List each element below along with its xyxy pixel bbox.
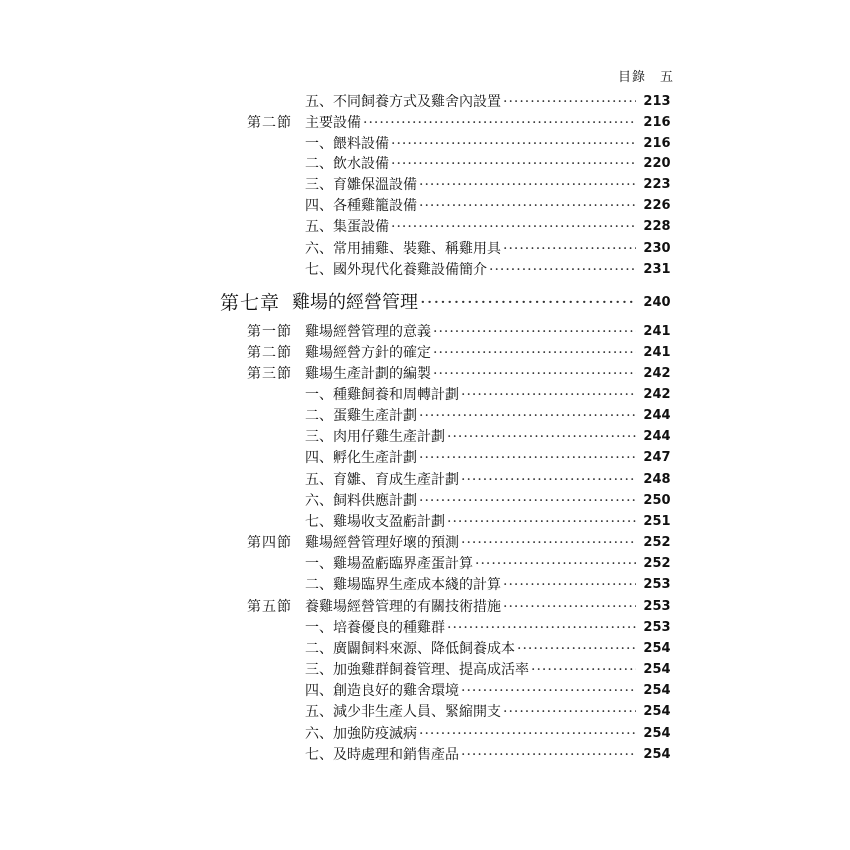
dot-leader [461,469,636,491]
dot-leader [433,321,636,343]
dot-leader [531,659,636,681]
toc-entry [305,133,638,155]
toc-item-row [0,490,850,512]
dot-leader [475,553,636,575]
toc-page-number: 254 [643,683,671,698]
toc-entry-title: 二、蛋雞生產計劃 [305,408,417,424]
toc-item-row [0,195,850,217]
dot-leader [461,384,636,406]
dot-leader [419,447,636,469]
toc-entry-title: 二、廣闢飼料來源、降低飼養成本 [305,641,515,657]
toc-entry-title: 六、加強防疫滅病 [305,726,417,742]
toc-entry-title: 五、減少非生產人員、緊縮開支 [305,704,501,720]
toc-entry [305,447,638,469]
toc-page-number: 254 [643,704,671,719]
dot-leader [419,174,636,196]
toc-item-row [0,405,850,427]
toc-item-row [0,91,850,113]
chapter-number: 第七章 [220,292,281,314]
toc-entry [305,426,638,448]
section-number: 第二節 [247,115,292,131]
toc-item-row [0,659,850,681]
toc-page-number: 252 [643,556,671,571]
toc-page-number: 248 [643,472,671,487]
toc-page-number: 241 [643,345,671,360]
toc-entry-title: 四、各種雞籠設備 [305,198,417,214]
dot-leader [391,216,636,238]
toc-page-number: 241 [643,324,671,339]
toc-item-row [0,553,850,575]
toc-entry-title: 雞場的經營管理 [292,292,418,313]
toc-entry-title: 五、不同飼養方式及雞舍內設置 [305,94,501,110]
section-number: 第三節 [247,366,292,382]
toc-entry [305,574,638,596]
toc-entry [305,216,638,238]
dot-leader [503,238,636,260]
toc-page-number: 253 [643,577,671,592]
toc-page-number: 226 [643,198,671,213]
dot-leader [461,532,636,554]
dot-leader [461,744,636,766]
toc-item-row [0,238,850,260]
toc-item-row [0,174,850,196]
toc-page-number: 244 [643,408,671,423]
toc-entry [305,363,638,385]
toc-page-number: 216 [643,136,671,151]
dot-leader [461,680,636,702]
dot-leader [503,596,636,618]
toc-page-number: 244 [643,429,671,444]
dot-leader [517,638,636,660]
toc-entry [305,532,638,554]
dot-leader [433,342,636,364]
toc-item-row [0,723,850,745]
toc-entry [305,596,638,618]
toc-entry [305,195,638,217]
toc-entry [305,238,638,260]
toc-entry [305,617,638,639]
toc-page-number: 240 [643,295,671,310]
dot-leader [503,701,636,723]
toc-entry [305,723,638,745]
toc-item-row [0,153,850,175]
toc-section-row [0,363,850,385]
toc-item-row [0,469,850,491]
toc-entry-title: 一、種雞飼養和周轉計劃 [305,387,459,403]
toc-entry-title: 雞場經營管理的意義 [305,324,431,340]
dot-leader [419,490,636,512]
toc-entry-title: 六、常用捕雞、裝雞、稱雞用具 [305,241,501,257]
toc-entry [305,553,638,575]
toc-entry-title: 三、肉用仔雞生產計劃 [305,429,445,445]
toc-entry-title: 二、雞場臨界生產成本綫的計算 [305,577,501,593]
toc-entry [305,638,638,660]
toc-entry-title: 三、育雛保溫設備 [305,177,417,193]
toc-item-row [0,259,850,281]
section-number: 第二節 [247,345,292,361]
toc-entry-title: 一、餵料設備 [305,136,389,152]
dot-leader [419,195,636,217]
toc-entry [305,680,638,702]
toc-entry [305,384,638,406]
section-number: 第一節 [247,324,292,340]
section-number: 第五節 [247,599,292,615]
toc-entry-title: 三、加強雞群飼養管理、提高成活率 [305,662,529,678]
toc-item-row [0,511,850,533]
toc-entry [305,469,638,491]
toc-entry-title: 主要設備 [305,115,361,131]
toc-entry [305,701,638,723]
toc-page-number: 253 [643,599,671,614]
toc-entry [305,174,638,196]
toc-page-number: 250 [643,493,671,508]
toc-entry [305,153,638,175]
toc-item-row [0,574,850,596]
toc-page-number: 242 [643,387,671,402]
toc-entry [305,91,638,113]
toc-entry-title: 一、雞場盈虧臨界產蛋計算 [305,556,473,572]
toc-item-row [0,133,850,155]
toc-entry-title: 六、飼料供應計劃 [305,493,417,509]
toc-section-row [0,342,850,364]
toc-entry-title: 四、孵化生產計劃 [305,450,417,466]
dot-leader [503,574,636,596]
toc-entry-title: 雞場經營方針的確定 [305,345,431,361]
toc-section-row [0,112,850,134]
toc-section-row [0,321,850,343]
toc-page-number: 213 [643,94,671,109]
toc-item-row [0,216,850,238]
toc-page-number: 228 [643,219,671,234]
dot-leader [447,511,636,533]
toc-entry-title: 二、飲水設備 [305,156,389,172]
toc-item-row [0,744,850,766]
toc-entry-title: 養雞場經營管理的有關技術措施 [305,599,501,615]
toc-entry-title: 雞場經營管理好壞的預測 [305,535,459,551]
toc-page-number: 254 [643,726,671,741]
toc-entry [305,405,638,427]
toc-page-number: 254 [643,662,671,677]
toc-entry [305,112,638,134]
dot-leader [391,133,636,155]
toc-entry [305,259,638,281]
toc-entry-title: 雞場生產計劃的編製 [305,366,431,382]
toc-item-row [0,617,850,639]
toc-page-number: 231 [643,262,671,277]
toc-entry-title: 五、集蛋設備 [305,219,389,235]
dot-leader [420,288,636,318]
dot-leader [419,723,636,745]
toc-entry-title: 四、創造良好的雞舍環境 [305,683,459,699]
toc-entry [292,288,638,318]
toc-item-row [0,680,850,702]
toc-entry-title: 一、培養優良的種雞群 [305,620,445,636]
toc-page-number: 254 [643,747,671,762]
toc-entry-title: 七、及時處理和銷售產品 [305,747,459,763]
toc-page-number: 251 [643,514,671,529]
toc-section-row [0,532,850,554]
dot-leader [391,153,636,175]
section-number: 第四節 [247,535,292,551]
header-page-number: 五 [660,70,675,85]
toc-page-number: 253 [643,620,671,635]
toc-page-number: 252 [643,535,671,550]
dot-leader [447,617,636,639]
toc-section-row [0,596,850,618]
toc-chapter-row [0,288,850,318]
toc-item-row [0,447,850,469]
toc-item-row [0,426,850,448]
toc-entry [305,490,638,512]
toc-entry [305,511,638,533]
toc-entry-title: 五、育雛、育成生產計劃 [305,472,459,488]
toc-item-row [0,638,850,660]
page-header [618,66,674,85]
toc-entry [305,342,638,364]
toc-entry [305,659,638,681]
toc-item-row [0,384,850,406]
dot-leader [447,426,636,448]
toc-page-number: 216 [643,115,671,130]
toc-page-number: 230 [643,241,671,256]
toc-page-number: 242 [643,366,671,381]
header-title: 目錄 [618,70,647,85]
toc-item-row [0,701,850,723]
toc-entry [305,321,638,343]
dot-leader [419,405,636,427]
toc-entry-title: 七、國外現代化養雞設備簡介 [305,262,487,278]
toc-entry-title: 七、雞場收支盈虧計劃 [305,514,445,530]
dot-leader [489,259,636,281]
toc-entry [305,744,638,766]
toc-page-number: 223 [643,177,671,192]
toc-page-number: 247 [643,450,671,465]
toc-page-number: 220 [643,156,671,171]
dot-leader [363,112,636,134]
toc-page-number: 254 [643,641,671,656]
dot-leader [503,91,636,113]
dot-leader [433,363,636,385]
